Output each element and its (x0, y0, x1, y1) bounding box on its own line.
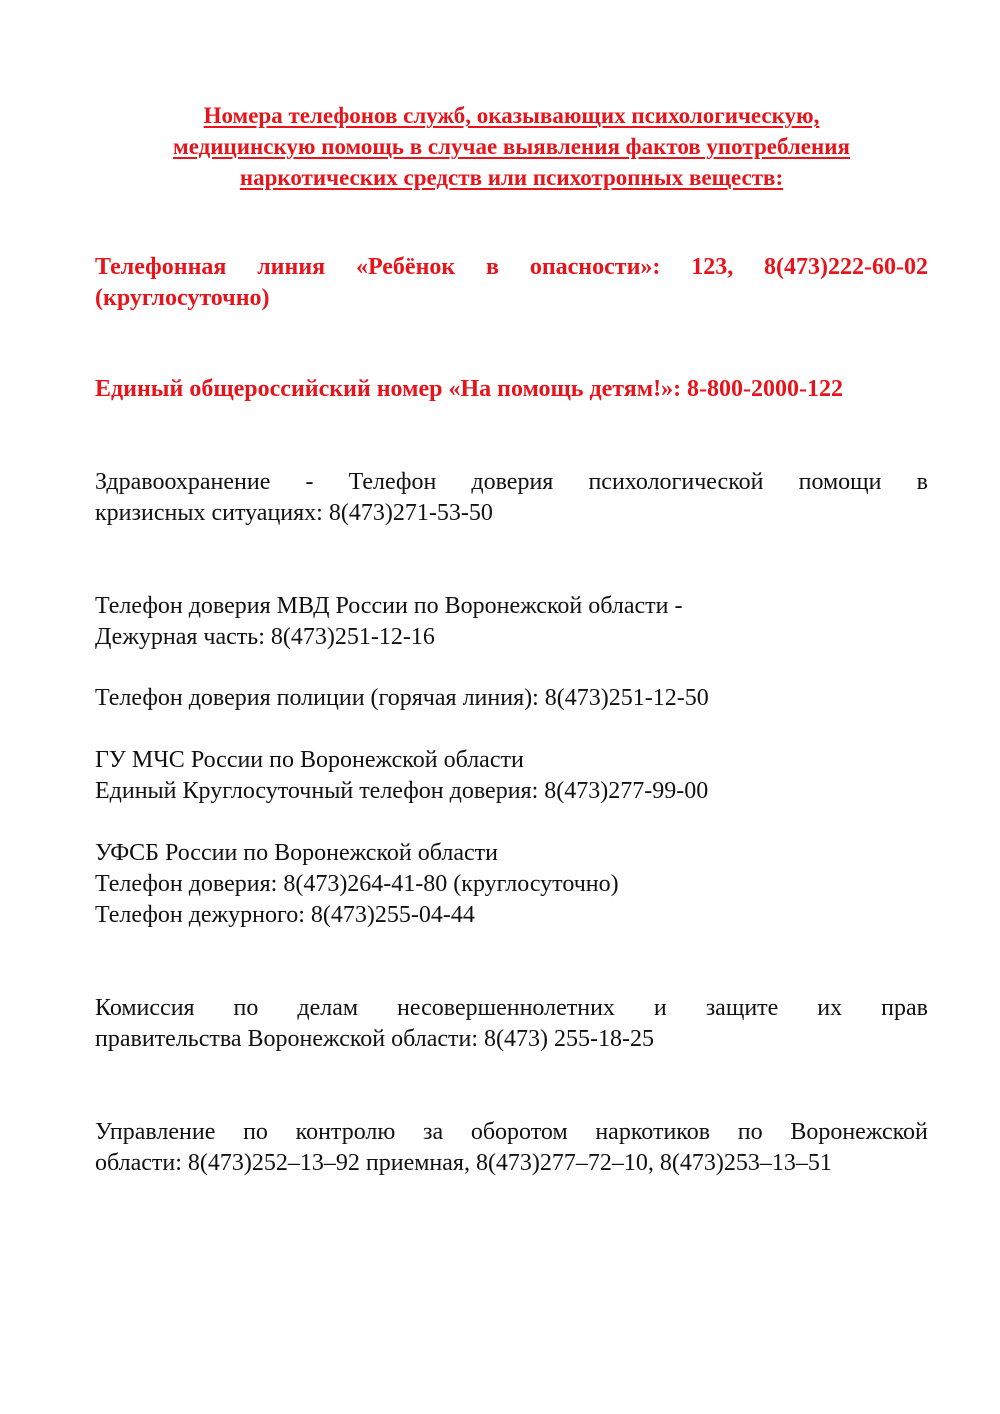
mvd-line-2: Дежурная часть: 8(473)251-12-16 (95, 624, 435, 650)
title-line-1: Номера телефонов служб, оказывающих психологическую, (203, 103, 820, 128)
police-line-1: Телефон доверия полиции (горячая линия): 8(473)251-12-50 (95, 685, 709, 711)
healthcare-hotline (95, 467, 928, 529)
fsb-hotline (95, 838, 928, 931)
healthcare-line-1: Здравоохранение - Телефон доверия психологической помощи в (95, 469, 928, 495)
narcotics-control-hotline (95, 1117, 928, 1179)
fsb-line-1: УФСБ России по Воронежской области (95, 840, 498, 866)
mchs-hotline (95, 745, 928, 807)
commission-line-1: Комиссия по делам несовершеннолетних и защите их прав (95, 995, 928, 1021)
document-title (95, 100, 928, 193)
mchs-line-2: Единый Круглосуточный телефон доверия: 8(473)277-99-00 (95, 778, 709, 804)
child-danger-line-1: Телефонная линия «Ребёнок в опасности»: 123, 8(473)222-60-02 (95, 254, 928, 280)
fsb-line-2: Телефон доверия: 8(473)264-41-80 (круглосуточно) (95, 871, 619, 897)
title-line-2: медицинскую помощь в случае выявления фактов употребления (173, 134, 850, 159)
mvd-line-1: Телефон доверия МВД России по Воронежской области - (95, 593, 683, 619)
children-help-line-1: Единый общероссийский номер «На помощь детям!»: 8-800-2000-122 (95, 376, 844, 402)
commission-hotline (95, 993, 928, 1055)
children-help-hotline (95, 374, 928, 405)
mchs-line-1: ГУ МЧС России по Воронежской области (95, 747, 524, 773)
narcotics-line-2: области: 8(473)252–13–92 приемная, 8(473)277–72–10, 8(473)253–13–51 (95, 1150, 832, 1176)
police-hotline (95, 683, 928, 714)
child-danger-line-2: (круглосуточно) (95, 285, 270, 311)
fsb-line-3: Телефон дежурного: 8(473)255-04-44 (95, 902, 475, 928)
narcotics-line-1: Управление по контролю за оборотом наркотиков по Воронежской (95, 1119, 928, 1145)
mvd-hotline (95, 591, 928, 653)
commission-line-2: правительства Воронежской области: 8(473) 255-18-25 (95, 1026, 654, 1052)
child-danger-hotline (95, 252, 928, 314)
title-line-3: наркотических средств или психотропных веществ: (239, 165, 784, 190)
healthcare-line-2: кризисных ситуациях: 8(473)271-53-50 (95, 500, 493, 526)
